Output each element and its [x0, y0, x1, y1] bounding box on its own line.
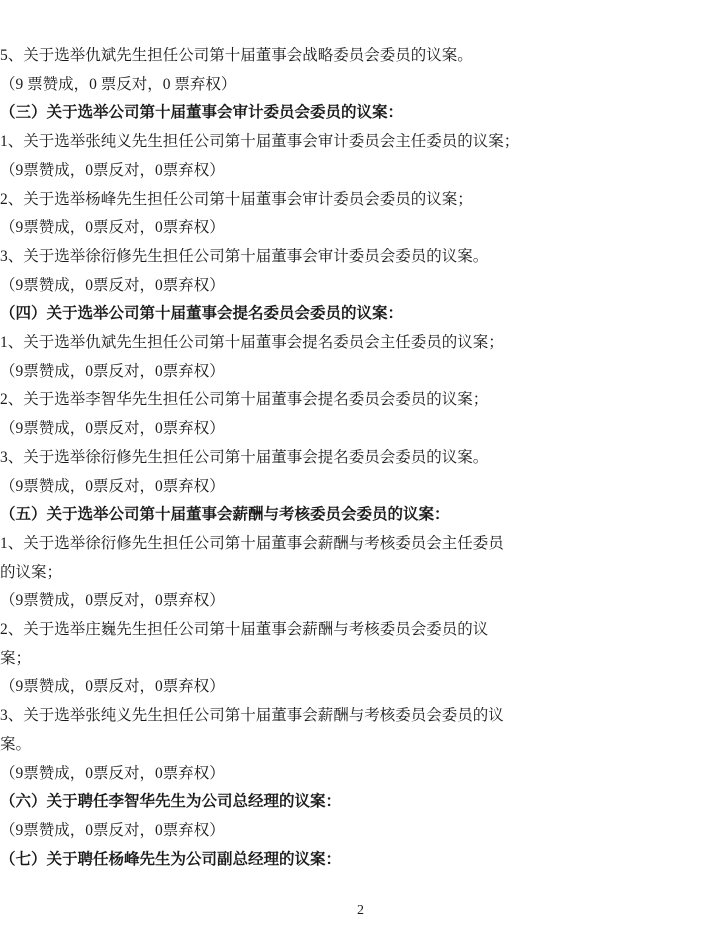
- section-heading-7: （七）关于聘任杨峰先生为公司副总经理的议案：: [0, 850, 342, 868]
- section-heading-3: （三）关于选举公司第十届董事会审计委员会委员的议案：: [0, 104, 404, 122]
- vote-result-line: （9票赞成，0票反对，0票弃权）: [0, 219, 225, 237]
- resolution-item-line: 2、关于选举杨峰先生担任公司第十届董事会审计委员会委员的议案；: [0, 190, 473, 208]
- vote-result-line: （9票赞成，0票反对，0票弃权）: [0, 477, 225, 495]
- resolution-item-line: 1、关于选举仇斌先生担任公司第十届董事会提名委员会主任委员的议案；: [0, 334, 504, 352]
- resolution-item-line: 2、关于选举李智华先生担任公司第十届董事会提名委员会委员的议案；: [0, 391, 489, 409]
- section-heading-4: （四）关于选举公司第十届董事会提名委员会委员的议案：: [0, 305, 404, 323]
- vote-result-line: （9票赞成，0票反对，0票弃权）: [0, 764, 225, 782]
- resolution-item-line: 1、关于选举张纯义先生担任公司第十届董事会审计委员会主任委员的议案；: [0, 133, 520, 151]
- continuation-line: 案。: [0, 735, 32, 753]
- page-number: 2: [357, 903, 364, 918]
- section-heading-6: （六）关于聘任李智华先生为公司总经理的议案：: [0, 793, 342, 811]
- document-body: [0, 42, 721, 874]
- resolution-item-line: 1、关于选举徐衍修先生担任公司第十届董事会薪酬与考核委员会主任委员: [0, 534, 504, 552]
- continuation-line: 案；: [0, 649, 32, 667]
- section-heading-5: （五）关于选举公司第十届董事会薪酬与考核委员会委员的议案：: [0, 506, 450, 524]
- continuation-line: 的议案；: [0, 563, 63, 581]
- vote-result-line: （9票赞成，0票反对，0票弃权）: [0, 420, 225, 438]
- vote-result-line: （9票赞成，0票反对，0票弃权）: [0, 678, 225, 696]
- resolution-item-line: 3、关于选举张纯义先生担任公司第十届董事会薪酬与考核委员会委员的议: [0, 707, 504, 725]
- resolution-item-line: 5、关于选举仇斌先生担任公司第十届董事会战略委员会委员的议案。: [0, 47, 473, 64]
- vote-result-line: （9票赞成，0票反对，0票弃权）: [0, 821, 225, 839]
- vote-result-line: （9票赞成，0票反对，0票弃权）: [0, 161, 225, 179]
- vote-result-line: （9 票赞成，0 票反对，0 票弃权）: [0, 75, 237, 93]
- vote-result-line: （9票赞成，0票反对，0票弃权）: [0, 592, 225, 610]
- vote-result-line: （9票赞成，0票反对，0票弃权）: [0, 276, 225, 294]
- vote-result-line: （9票赞成，0票反对，0票弃权）: [0, 362, 225, 380]
- resolution-item-line: 3、关于选举徐衍修先生担任公司第十届董事会审计委员会委员的议案。: [0, 247, 489, 265]
- resolution-item-line: 2、关于选举庄巍先生担任公司第十届董事会薪酬与考核委员会委员的议: [0, 621, 489, 639]
- resolution-item-line: 3、关于选举徐衍修先生担任公司第十届董事会提名委员会委员的议案。: [0, 448, 489, 466]
